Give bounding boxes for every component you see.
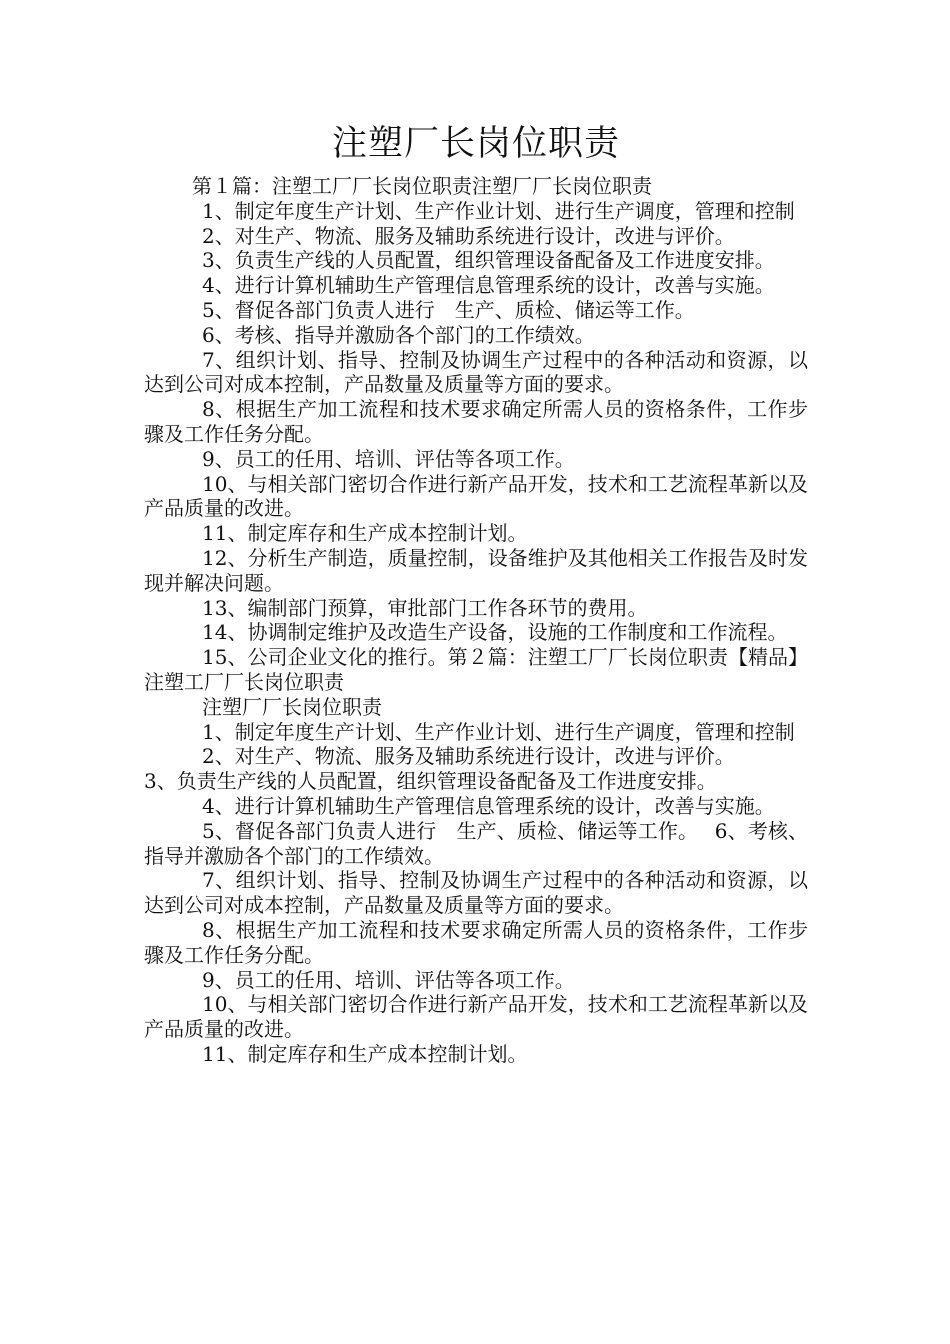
document-page bbox=[144, 118, 808, 1067]
paragraph: 9、员工的任用、培训、评估等各项工作。 bbox=[202, 967, 575, 992]
paragraph: 14、协调制定维护及改造生产设备，设施的工作制度和工作流程。 bbox=[202, 620, 788, 645]
paragraph: 11、制定库存和生产成本控制计划。 bbox=[202, 1041, 528, 1066]
paragraph: 2、对生产、物流、服务及辅助系统进行设计，改进与评价。 bbox=[202, 744, 735, 769]
paragraph: 2、对生产、物流、服务及辅助系统进行设计，改进与评价。 bbox=[202, 223, 735, 248]
paragraph: 4、进行计算机辅助生产管理信息管理系统的设计，改善与实施。 bbox=[202, 273, 775, 298]
paragraph: 3、负责生产线的人员配置，组织管理设备配备及工作进度安排。 bbox=[202, 248, 775, 273]
paragraph: 7、组织计划、指导、控制及协调生产过程中的各种活动和资源，以达到公司对成本控制，产品数量及质量等方面的要求。 bbox=[144, 347, 808, 397]
document-title: 注塑厂长岗位职责 bbox=[331, 124, 620, 164]
document-body bbox=[144, 174, 808, 1067]
paragraph: 5、督促各部门负责人进行 生产、质检、储运等工作。 6、考核、指导并激励各个部门的工作绩效。 bbox=[144, 818, 808, 868]
paragraph: 8、根据生产加工流程和技术要求确定所需人员的资格条件，工作步骤及工作任务分配。 bbox=[144, 397, 808, 446]
paragraph: 9、员工的任用、培训、评估等各项工作。 bbox=[202, 446, 575, 471]
paragraph: 1、制定年度生产计划、生产作业计划、进行生产调度，管理和控制 bbox=[202, 719, 795, 744]
paragraph: 10、与相关部门密切合作进行新产品开发，技术和工艺流程革新以及产品质量的改进。 bbox=[144, 471, 808, 521]
paragraph: 1、制定年度生产计划、生产作业计划、进行生产调度，管理和控制 bbox=[202, 198, 795, 223]
paragraph: 6、考核、指导并激励各个部门的工作绩效。 bbox=[202, 322, 595, 347]
paragraph: 8、根据生产加工流程和技术要求确定所需人员的资格条件，工作步骤及工作任务分配。 bbox=[144, 917, 808, 967]
paragraph: 注塑厂厂长岗位职责 bbox=[202, 694, 382, 719]
paragraph: 4、进行计算机辅助生产管理信息管理系统的设计，改善与实施。 bbox=[202, 793, 775, 818]
paragraph: 13、编制部门预算，审批部门工作各环节的费用。 bbox=[202, 595, 648, 620]
paragraph: 第１篇：注塑工厂厂长岗位职责注塑厂厂长岗位职责 bbox=[192, 174, 652, 198]
paragraph: 7、组织计划、指导、控制及协调生产过程中的各种活动和资源，以达到公司对成本控制，产品数量及质量等方面的要求。 bbox=[144, 868, 808, 918]
paragraph: 5、督促各部门负责人进行 生产、质检、储运等工作。 bbox=[202, 297, 695, 322]
paragraph: 12、分析生产制造，质量控制，设备维护及其他相关工作报告及时发现并解决问题。 bbox=[144, 545, 808, 595]
paragraph: 15、公司企业文化的推行。第２篇：注塑工厂厂长岗位职责【精品】注塑工厂厂长岗位职责 bbox=[144, 645, 808, 694]
paragraph: 11、制定库存和生产成本控制计划。 bbox=[202, 521, 528, 546]
paragraph: 3、负责生产线的人员配置，组织管理设备配备及工作进度安排。 bbox=[144, 769, 717, 794]
paragraph: 10、与相关部门密切合作进行新产品开发，技术和工艺流程革新以及产品质量的改进。 bbox=[144, 992, 808, 1042]
